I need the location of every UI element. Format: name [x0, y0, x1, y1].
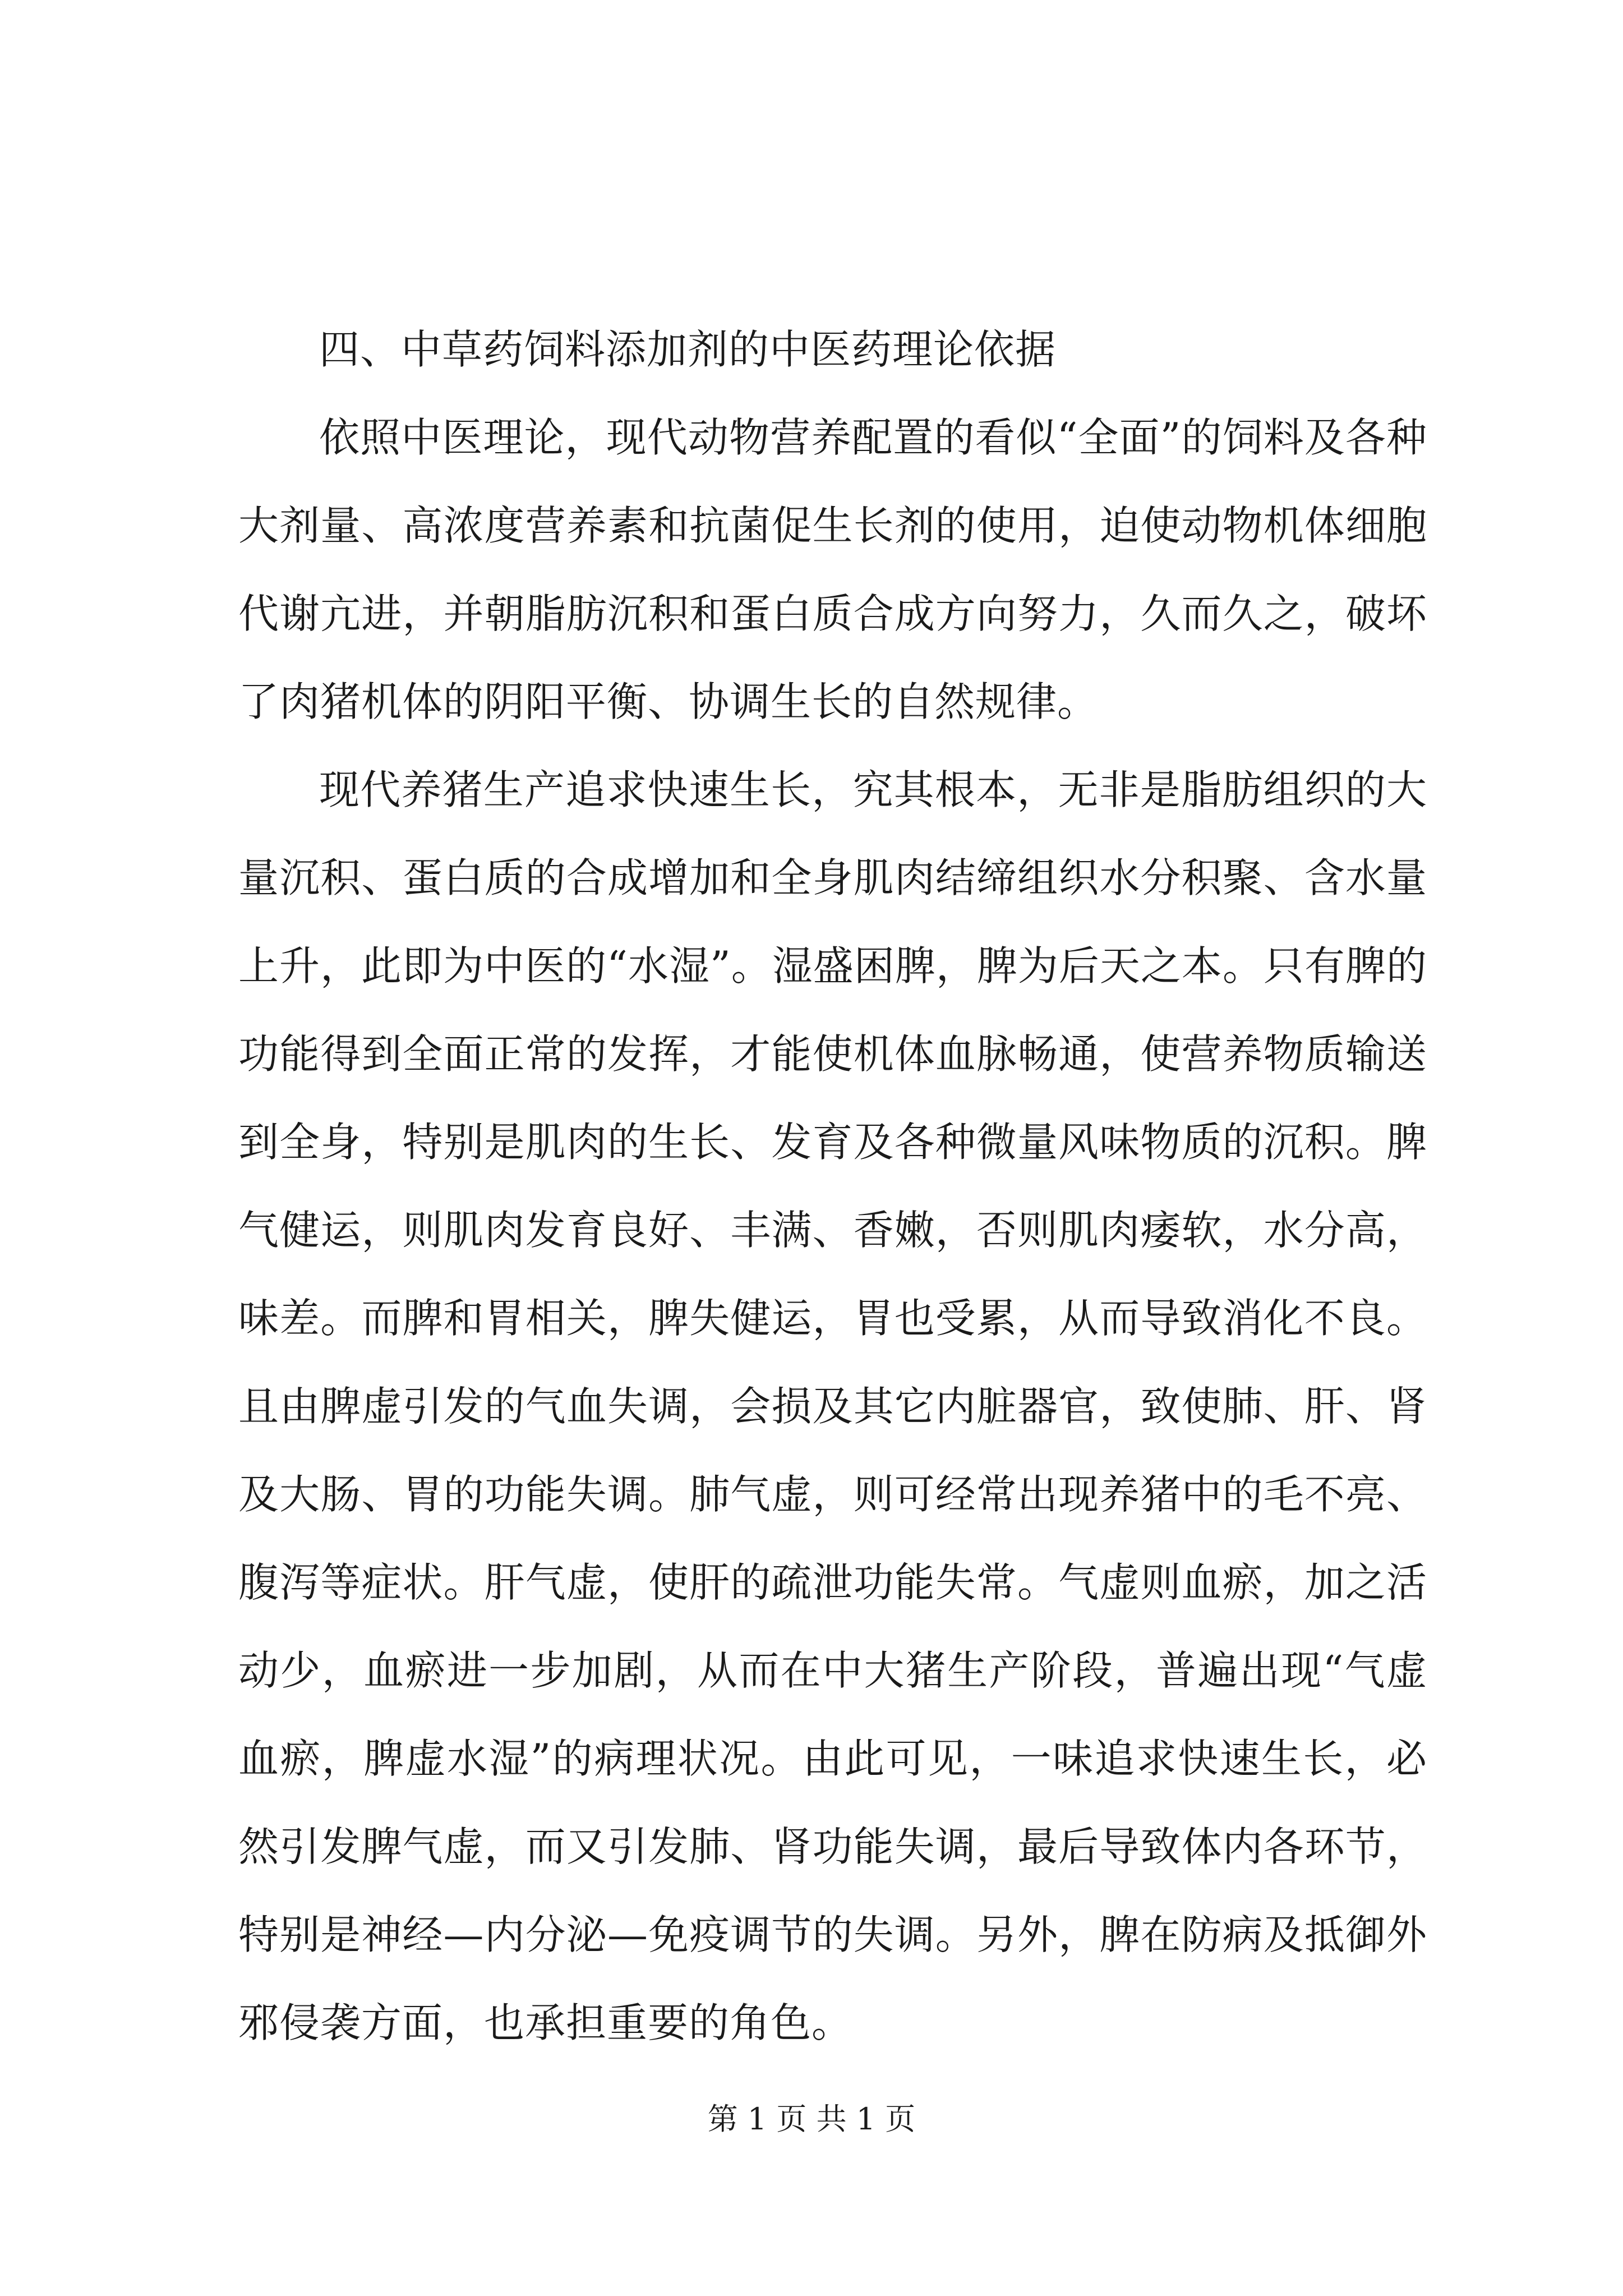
- paragraph-2: 现代养猪生产追求快速生长，究其根本，无非是脂肪组织的大量沉积、蛋白质的合成增加和全身肌肉结缔组织水分积聚、含水量上升，此即为中医的“水湿”。湿盛困脾，脾为后天之本。只有脾的功能得到全面正常的发挥，才能使机体血脉畅通，使营养物质输送到全身，特别是肌肉的生长、发育及各种微量风味物质的沉积。脾气健运，则肌肉发育良好、丰满、香嫩，否则肌肉痿软，水分高，味差。而脾和胃相关，脾失健运，胃也受累，从而导致消化不良。且由脾虚引发的气血失调，会损及其它内脏器官，致使肺、肝、肾及大肠、胃的功能失调。肺气虚，则可经常出现养猪中的毛不亮、腹泻等症状。肝气虚，使肝的疏泄功能失常。气虚则血瘀，加之活动少，血瘀进一步加剧，从而在中大猪生产阶段，普遍出现“气虚血瘀，脾虚水湿”的病理状况。由此可见，一味追求快速生长，必然引发脾气虚，而又引发肺、肾功能失调，最后导致体内各环节，特别是神经—内分泌—免疫调节的失调。另外，脾在防病及抵御外邪侵袭方面，也承担重要的角色。: [238, 766, 1427, 2046]
- section-heading: 四、中草药饲料添加剂的中医药理论依据: [319, 326, 1057, 373]
- document-body: [238, 306, 1427, 2067]
- paragraph-1: 依照中医理论，现代动物营养配置的看似“全面”的饲料及各种大剂量、高浓度营养素和抗菌促生长剂的使用，迫使动物机体细胞代谢亢进，并朝脂肪沉积和蛋白质合成方向努力，久而久之，破坏了肉猪机体的阴阳平衡、协调生长的自然规律。: [238, 414, 1427, 725]
- page-footer: 第 1 页 共 1 页: [707, 2101, 916, 2137]
